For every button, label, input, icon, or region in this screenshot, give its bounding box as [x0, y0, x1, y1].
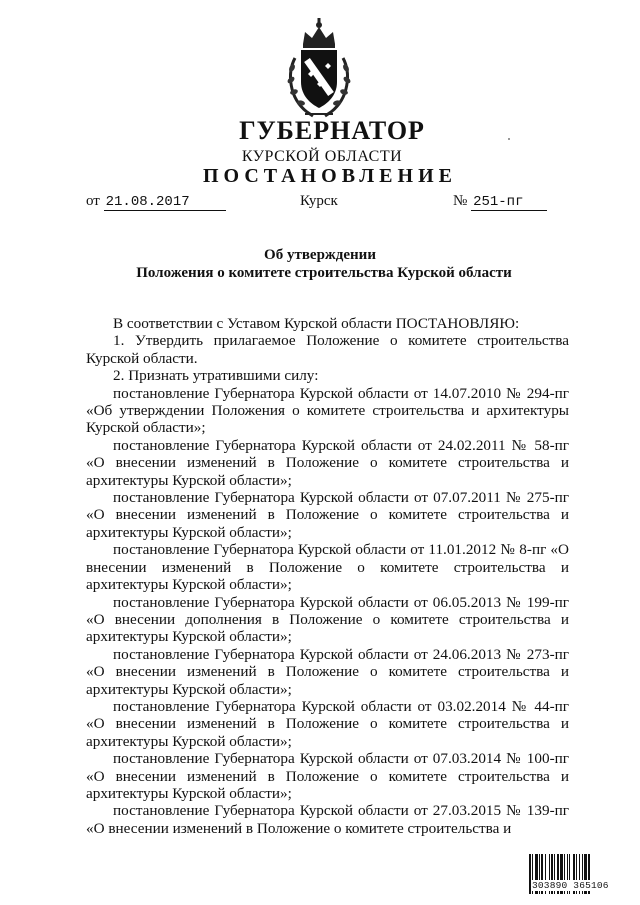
- body-paragraph: постановление Губернатора Курской области от 11.01.2012 № 8-пг «О внесении изменений в Положение о комитете строительства и архитектуры Курской области»;: [86, 541, 569, 594]
- body-paragraph: постановление Губернатора Курской области от 14.07.2010 № 294-пг «Об утверждении Положения о комитете строительства и архитектуры Курской области»;: [86, 384, 569, 437]
- document-body: [86, 315, 569, 837]
- body-paragraph: постановление Губернатора Курской области от 24.02.2011 № 58-пг «О внесении изменений в Положение о комитете строительства и архитектуры Курской области»;: [86, 436, 569, 489]
- number-prefix: №: [453, 193, 468, 209]
- date-prefix: от: [86, 193, 100, 209]
- date-value: 21.08.2017: [104, 195, 226, 211]
- body-paragraph: постановление Губернатора Курской области от 24.06.2013 № 273-пг «О внесении изменений в Положение о комитете строительства и архитектуры Курской области»;: [86, 645, 569, 698]
- number-value: 251-пг: [471, 195, 547, 211]
- document-type: ПОСТАНОВЛЕНИЕ: [203, 165, 457, 187]
- body-paragraph: постановление Губернатора Курской области от 07.07.2011 № 275-пг «О внесении изменений в Положение о комитете строительства и архитектуры Курской области»;: [86, 489, 569, 541]
- document-number: [453, 193, 547, 211]
- barcode-number: 303890 365106: [532, 880, 609, 891]
- subject-line-1: Об утверждении: [264, 247, 376, 263]
- document-date: [86, 193, 226, 211]
- body-paragraph: постановление Губернатора Курской области от 07.03.2014 № 100-пг «О внесении изменений в Положение о комитете строительства и архитектуры Курской области»;: [86, 750, 569, 802]
- body-paragraph: 1. Утвердить прилагаемое Положение о комитете строительства Курской области.: [86, 332, 569, 367]
- region-name: КУРСКОЙ ОБЛАСТИ: [241, 148, 403, 165]
- document-city: Курск: [300, 193, 338, 209]
- body-paragraph: постановление Губернатора Курской области от 06.05.2013 № 199-пг «О внесении дополнения в Положение о комитете строительства и архитектуры Курской области»;: [86, 593, 569, 646]
- subject-line-2: Положения о комитете строительства Курской области: [136, 265, 512, 281]
- body-paragraph: постановление Губернатора Курской области от 03.02.2014 № 44-пг «О внесении изменений в Положение о комитете строительства и архитектуры Курской области»;: [86, 697, 569, 750]
- body-paragraph: 2. Признать утратившими силу:: [113, 367, 319, 385]
- coat-of-arms-emblem: [283, 18, 355, 120]
- document-title: ГУБЕРНАТОР: [239, 116, 425, 145]
- body-paragraph: В соответствии с Уставом Курской области ПОСТАНОВЛЯЮ:: [113, 315, 520, 332]
- body-paragraph: постановление Губернатора Курской области от 27.03.2015 № 139-пг «О внесении изменений в Положение о комитете строительства и: [86, 802, 569, 837]
